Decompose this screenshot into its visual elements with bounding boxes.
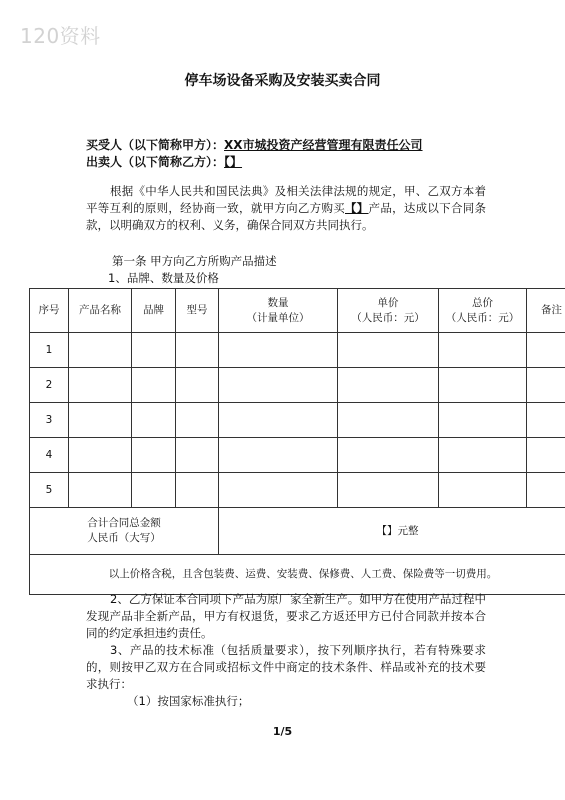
header-quantity-unit: （计量单位） (246, 311, 310, 324)
cell (219, 473, 338, 508)
article-1-heading: 第一条 甲方向乙方所购产品描述 (112, 254, 277, 268)
table-row (30, 403, 565, 438)
intro-text-after: 产品，达成以下合同条款，以明确双方的权利、义务，确保合同双方共同执行。 (86, 201, 487, 232)
table-total-row (30, 508, 565, 555)
header-remark: 备注 (527, 289, 565, 333)
total-label-line-1: 合计合同总金额 (87, 517, 161, 529)
buyer-label: 买受人（以下简称甲方）： (86, 138, 225, 152)
cell (219, 333, 338, 368)
table-row (30, 368, 565, 403)
cell (527, 473, 565, 508)
seller-name: 【】 (224, 155, 243, 169)
paragraph-2: 2、乙方保证本合同项下产品为原厂家全新生产。如甲方在使用产品过程中发现产品非全新产品，甲方有权退货，要求乙方返还甲方已付合同款并按本合同的约定承担违约责任。 (86, 592, 486, 640)
total-label-line-2: 人民币（大写） (87, 532, 161, 544)
buyer-name: XX市城投资产经营管理有限责任公司 (224, 138, 423, 152)
page-number: 1/5 (272, 725, 293, 738)
watermark: 120资料 (20, 24, 101, 48)
product-blank: 【】 (345, 201, 369, 215)
table-note-row (30, 555, 565, 595)
seller-label: 出卖人（以下简称乙方）： (86, 155, 225, 169)
cell (132, 473, 176, 508)
cell (338, 368, 439, 403)
cell (219, 368, 338, 403)
intro-text-before: 根据《中华人民共和国民法典》及相关法律法规的规定，甲、乙双方本着平等互利的原则，经协商一致，就甲方向乙方购买 (86, 184, 486, 215)
cell (176, 368, 219, 403)
document-title: 停车场设备采购及安装买卖合同 (184, 73, 381, 89)
cell (69, 403, 132, 438)
header-model: 型号 (176, 289, 219, 333)
cell (338, 473, 439, 508)
header-total-price-unit: （人民币：元） (445, 311, 520, 324)
total-amount-cell: 【】元整 (219, 508, 565, 555)
cell (176, 473, 219, 508)
header-total-price (439, 289, 527, 333)
cell (176, 403, 219, 438)
table-row (30, 438, 565, 473)
cell (338, 403, 439, 438)
price-note: 以上价格含税，且含包装费、运费、安装费、保修费、人工费、保险费等一切费用。 (30, 555, 565, 595)
row-seq: 1 (30, 333, 69, 368)
cell (219, 403, 338, 438)
cell (69, 473, 132, 508)
product-table (29, 288, 565, 595)
header-unit-price (338, 289, 439, 333)
row-seq: 5 (30, 473, 69, 508)
cell (439, 438, 527, 473)
total-label-cell (30, 508, 219, 555)
cell (439, 368, 527, 403)
header-unit-price-label: 单价 (377, 296, 399, 309)
cell (527, 438, 565, 473)
cell (176, 333, 219, 368)
section-1-heading: 1、品牌、数量及价格 (108, 271, 219, 285)
table-header-row (30, 289, 565, 333)
cell (132, 403, 176, 438)
cell (132, 438, 176, 473)
header-brand: 品牌 (132, 289, 176, 333)
header-unit-price-unit: （人民币：元） (351, 311, 425, 324)
cell (439, 333, 527, 368)
cell (132, 333, 176, 368)
cell (69, 368, 132, 403)
header-product-name: 产品名称 (69, 289, 132, 333)
cell (69, 438, 132, 473)
cell (69, 333, 132, 368)
buyer-line (86, 136, 423, 153)
cell (527, 403, 565, 438)
standard-item-1: （1）按国家标准执行； (127, 694, 250, 708)
cell (338, 333, 439, 368)
row-seq: 3 (30, 403, 69, 438)
header-quantity (219, 289, 338, 333)
cell (439, 473, 527, 508)
header-total-price-label: 总价 (472, 296, 493, 309)
cell (219, 438, 338, 473)
row-seq: 2 (30, 368, 69, 403)
cell (439, 403, 527, 438)
cell (338, 438, 439, 473)
cell (527, 368, 565, 403)
table-row (30, 333, 565, 368)
table-row (30, 473, 565, 508)
intro-paragraph (86, 183, 486, 234)
seller-line (86, 153, 242, 170)
cell (527, 333, 565, 368)
paragraph-3: 3、产品的技术标准（包括质量要求），按下列顺序执行，若有特殊要求的，则按甲乙双方在合同或招标文件中商定的技术条件、样品或补充的技术要求执行： (86, 643, 486, 691)
header-seq: 序号 (30, 289, 69, 333)
header-quantity-label: 数量 (267, 296, 289, 309)
row-seq: 4 (30, 438, 69, 473)
cell (176, 438, 219, 473)
cell (132, 368, 176, 403)
